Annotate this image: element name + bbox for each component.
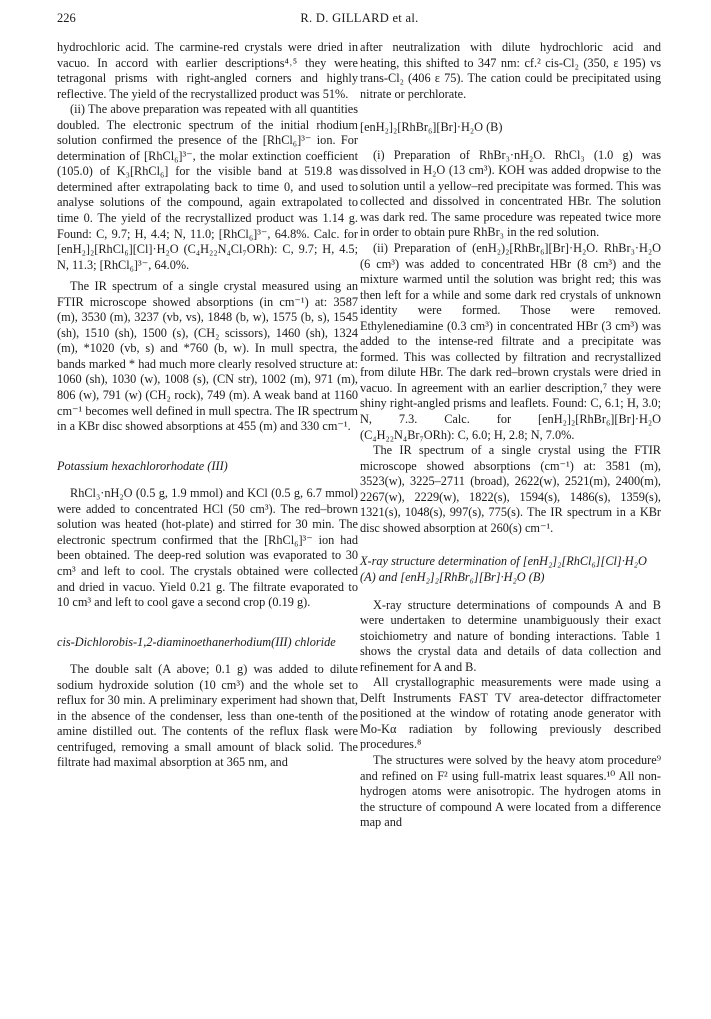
section-heading: [enH₂]₂[RhBr₆][Br]·H₂O (B) bbox=[360, 120, 503, 135]
section-heading: Potassium hexachlororhodate (III) bbox=[57, 458, 228, 473]
paragraph: All crystallographic measurements were made using a Delft Instruments FAST TV area-detector diffractometer positioned at the window of rotating anode generator with Mo-Kα radiation by following previously described procedures.⁸ bbox=[360, 675, 661, 752]
paragraph: The IR spectrum of a single crystal using the FTIR microscope showed absorptions (cm⁻¹) at: 3581 (m), 3523(w), 3225–2711 (broad), 2622(w), 2521(m), 2400(m), 2267(w), 2229(w), 1822(s), 1594(s), 1486(s), 1359(s), 1321(s), 1048(s), 997(s), 775(s). The IR spectrum in a KBr disc showed absorption at 260(s) cm⁻¹. bbox=[360, 443, 661, 535]
section-heading: X-ray structure determination of [enH₂]₂[RhCl₆][Cl]·H₂O (A) and [enH₂]₂[RhBr₆][Br]·H₂O (B) bbox=[360, 554, 647, 584]
page-header bbox=[57, 8, 662, 28]
running-head: R. D. GILLARD et al. bbox=[300, 11, 419, 25]
section-heading: cis-Dichlorobis-1,2-diaminoethanerhodium(III) chloride bbox=[57, 634, 336, 649]
paragraph: RhCl₃·nH₂O (0.5 g, 1.9 mmol) and KCl (0.5 g, 6.7 mmol) were added to concentrated HCl (50 cm³). The red–brown solution was heated (hot-plate) and stirred for 30 min. The electronic spectrum confirmed that the [RhCl₆]³⁻ ion had been obtained. The deep-red solution was evaporated to 30 cm³ and left to cool. The crystals obtained were collected and dried in vacuo. Yield 0.21 g. The filtrate evaporated to 10 cm³ and left to cool gave a second crop (0.19 g). bbox=[57, 486, 358, 610]
paragraph: X-ray structure determinations of compounds A and B were undertaken to determine unambiguously their exact stoichiometry and nature of bonding interactions. Table 1 shows the crystal data and details of data collection and refinement for A and B. bbox=[360, 597, 661, 674]
paragraph: The double salt (A above; 0.1 g) was added to dilute sodium hydroxide solution (10 cm³) and the whole set to reflux for 30 min. A preliminary experiment had shown that, in the absence of the condenser, less than one-tenth of the amine distilled out. The contents of the reflux flask were centrifuged, removing a small amount of black solid. The filtrate had maximal absorption at 365 nm, and bbox=[57, 662, 358, 770]
left-column bbox=[57, 40, 358, 771]
paragraph: The IR spectrum of a single crystal measured using an FTIR microscope showed absorptions (in cm⁻¹) at: 3587 (m), 3530 (m), 3237 (vb, vs), 1848 (b, w), 1575 (b, s), 1545 (sh), 1510 (sh), 1500 (s), (CH₂ scissors), 1460 (sh), 1324 (m), *1020 (vb, s) and *760 (b, w). In mull spectra, the bands marked * had much more clearly resolved structure at: 1060 (sh), 1030 (w), 1008 (s), (CN str), 1002 (m), 971 (m), 806 (w), 791 (w) (CH₂ rock), 749 (m). A weak band at 1160 cm⁻¹ becomes well defined in mull spectra. The IR spectrum in a KBr disc showed absorptions at 455 (m) and 330 cm⁻¹. bbox=[57, 279, 358, 434]
paragraph: (ii) The above preparation was repeated with all quantities doubled. The electronic spectrum of the initial rhodium solution confirmed the presence of the [RhCl₆]³⁻ ion. For determination of [RhCl₆]³⁻, the molar extinction coefficient (105.0) of K₃[RhCl₆] for the visible band at 519.8 was determined after extrapolating back to time 0, and used to analyse solutions of the compound, again extrapolated to time 0. The yield of the recrystallized product was 1.14 g. Found: C, 9.7; H, 4.4; N, 11.0; [RhCl₆]³⁻, 64.8%. Calc. for [enH₂]₂[RhCl₆][Cl]·H₂O (C₄H₂₂N₄Cl₇ORh): C, 9.7; H, 4.5; N, 11.3; [RhCl₆]³⁻, 64.0%. bbox=[57, 102, 358, 272]
page-number: 226 bbox=[57, 11, 76, 25]
paragraph: hydrochloric acid. The carmine-red crystals were dried in vacuo. In accord with earlier descriptions⁴˒⁵ they were tetragonal prisms with right-angled corners and highly reflective. The yield of the recrystallized product was 51%. bbox=[57, 40, 358, 101]
paragraph: (i) Preparation of RhBr₃·nH₂O. RhCl₃ (1.0 g) was dissolved in H₂O (13 cm³). KOH was added dropwise to the solution until a yellow–red precipitate was formed. This was collected and dissolved in concentrated HBr. The solution was dark red. The same procedure was repeated twice more in order to obtain pure RhBr₃ in the red solution. bbox=[360, 147, 661, 240]
right-column bbox=[360, 40, 661, 831]
paragraph: after neutralization with dilute hydrochloric acid and heating, this shifted to 347 nm: cf.² cis-Cl₂ (350, ε 195) vs trans-Cl₂ (406 ε 75). The cation could be precipitated using nitrate or perchlorate. bbox=[360, 40, 661, 101]
paragraph: (ii) Preparation of (enH₂)₂[RhBr₆][Br]·H₂O. RhBr₃·H₂O (6 cm³) was added to concentrated HBr (8 cm³) and the mixture warmed until the solution was bright red; this was then left for a while and some dark red crystals of unknown identity were formed. Those were removed. Ethylenediamine (0.3 cm³) in concentrated HBr (3 cm³) was added to the intense-red filtrate and a precipitate was formed. This was collected by filtration and recrystallized from dilute HBr. The dark red–brown crystals were dried in vacuo. In agreement with an earlier description,⁷ they were shiny right-angled prisms and leaflets. Found: C, 6.1; H, 3.0; N, 7.3. Calc. for [enH₂]₂[RhBr₆][Br]·H₂O (C₄H₂₂N₄Br₇ORh): C, 6.0; H, 2.8; N, 7.0%. bbox=[360, 241, 661, 442]
paragraph: The structures were solved by the heavy atom procedure⁹ and refined on F² using full-matrix least squares.¹⁰ All non-hydrogen atoms were anisotropic. The hydrogen atoms in the structure of compound A were located from a difference map and bbox=[360, 752, 661, 830]
